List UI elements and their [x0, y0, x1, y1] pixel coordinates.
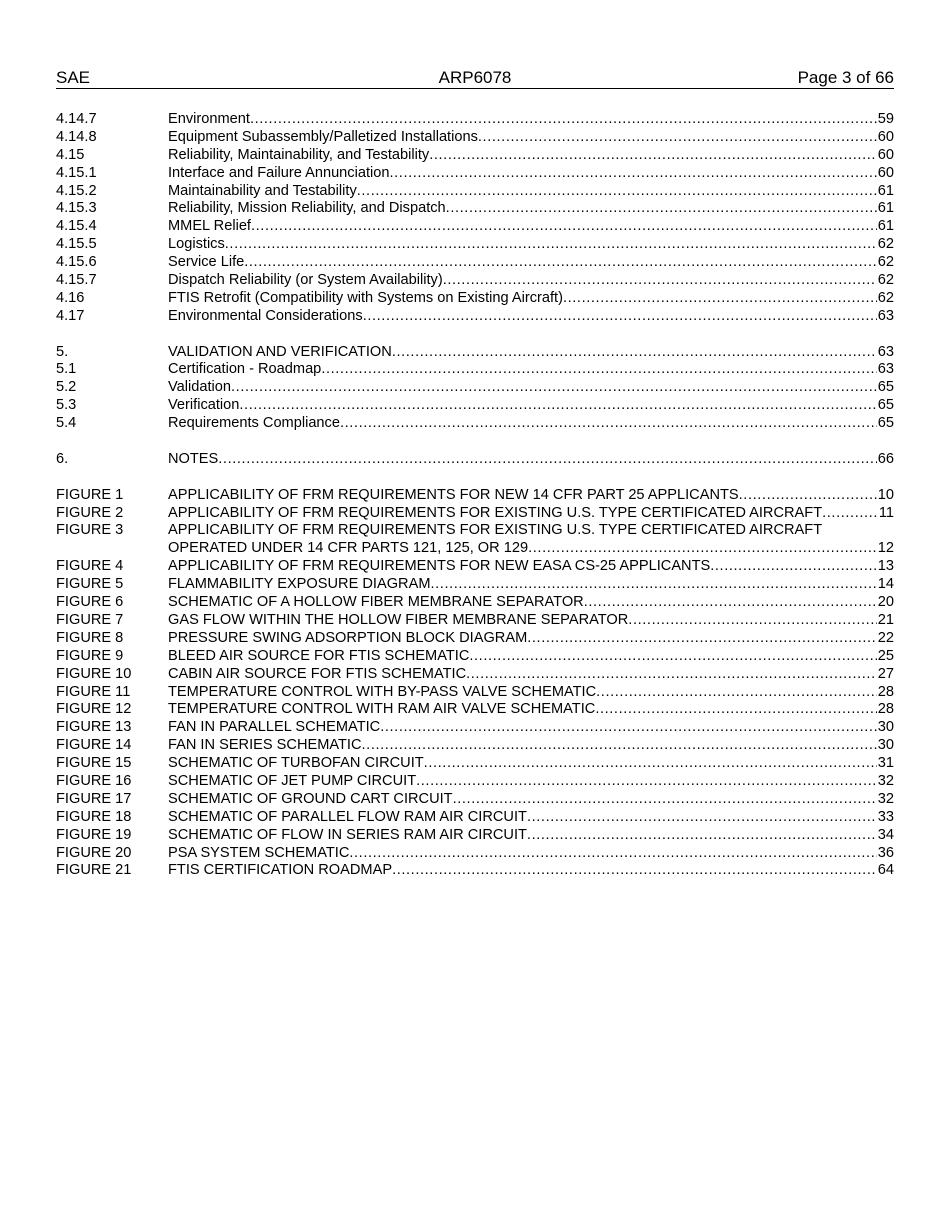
entry-page-number: 31	[877, 755, 894, 772]
dot-leader	[710, 558, 877, 576]
entry-number: 4.15.7	[56, 272, 97, 289]
figure-entry	[56, 755, 894, 773]
figure-entry	[56, 612, 894, 630]
entry-title: SCHEMATIC OF TURBOFAN CIRCUIT	[168, 755, 424, 772]
entry-page-number: 20	[877, 594, 894, 611]
entry-title: SCHEMATIC OF PARALLEL FLOW RAM AIR CIRCUIT	[168, 808, 527, 825]
entry-page-number: 34	[877, 826, 894, 843]
entry-number: 4.15.4	[56, 218, 97, 235]
entry-page-number: 61	[877, 182, 894, 199]
entry-line	[168, 451, 894, 469]
entry-page-number: 11	[878, 504, 894, 521]
dot-leader	[596, 684, 877, 702]
dot-leader	[362, 737, 877, 755]
entry-page-number: 60	[877, 164, 894, 181]
entry-title: FAN IN PARALLEL SCHEMATIC	[168, 719, 381, 736]
entry-line	[168, 361, 894, 379]
figure-entry	[56, 791, 894, 809]
entry-line	[168, 183, 894, 201]
entry-page-number: 63	[877, 361, 894, 378]
entry-number: FIGURE 3	[56, 522, 124, 539]
entry-title: TEMPERATURE CONTROL WITH BY-PASS VALVE SCHEMATIC	[168, 683, 597, 700]
entry-page-number: 27	[877, 665, 894, 682]
entry-number: FIGURE 17	[56, 790, 132, 807]
toc-entry	[56, 379, 894, 397]
entry-title: APPLICABILITY OF FRM REQUIREMENTS FOR EXISTING U.S. TYPE CERTIFICATED AIRCRAFT	[168, 504, 823, 521]
dot-leader	[363, 308, 877, 326]
entry-number: FIGURE 12	[56, 701, 132, 718]
toc-entry	[56, 183, 894, 201]
dot-leader	[239, 397, 876, 415]
entry-number: FIGURE 9	[56, 647, 124, 664]
entry-title: Equipment Subassembly/Palletized Installations	[168, 128, 478, 145]
entry-title: APPLICABILITY OF FRM REQUIREMENTS FOR NEW 14 CFR PART 25 APPLICANTS	[168, 486, 739, 503]
entry-number: FIGURE 18	[56, 808, 132, 825]
dot-leader	[231, 379, 877, 397]
entry-line	[168, 397, 894, 415]
dot-leader	[443, 272, 877, 290]
toc-entry	[56, 272, 894, 290]
entry-number: FIGURE 11	[56, 683, 131, 700]
entry-number: FIGURE 20	[56, 844, 132, 861]
dot-leader	[527, 630, 877, 648]
entry-number: FIGURE 2	[56, 504, 124, 521]
dot-leader	[429, 147, 877, 165]
entry-line	[168, 165, 894, 183]
figure-entry	[56, 684, 894, 702]
entry-line	[168, 272, 894, 290]
entry-title: SCHEMATIC OF FLOW IN SERIES RAM AIR CIRCUIT	[168, 826, 527, 843]
entry-number: 5.1	[56, 361, 77, 378]
entry-line	[168, 594, 894, 612]
toc-entry	[56, 111, 894, 129]
figure-entry	[56, 630, 894, 648]
dot-leader	[225, 236, 877, 254]
entry-title: Reliability, Maintainability, and Testability	[168, 146, 430, 163]
entry-page-number: 36	[877, 844, 894, 861]
dot-leader	[251, 218, 877, 236]
figure-entry	[56, 666, 894, 684]
dot-leader	[416, 773, 877, 791]
entry-title: APPLICABILITY OF FRM REQUIREMENTS FOR NEW EASA CS-25 APPLICANTS	[168, 558, 711, 575]
figure-entry	[56, 809, 894, 827]
entry-line	[168, 344, 894, 362]
entry-line	[168, 200, 894, 218]
entry-page-number: 13	[877, 558, 894, 575]
entry-title: Maintainability and Testability	[168, 182, 357, 199]
entry-page-number: 14	[877, 576, 894, 593]
entry-title: BLEED AIR SOURCE FOR FTIS SCHEMATIC	[168, 647, 470, 664]
entry-number: 4.15.1	[56, 164, 97, 181]
toc-entry	[56, 254, 894, 272]
toc-entry	[56, 200, 894, 218]
entry-title: PRESSURE SWING ADSORPTION BLOCK DIAGRAM	[168, 629, 528, 646]
entry-line	[168, 576, 894, 594]
entry-title: SCHEMATIC OF A HOLLOW FIBER MEMBRANE SEPARATOR	[168, 594, 584, 611]
entry-title: TEMPERATURE CONTROL WITH RAM AIR VALVE SCHEMATIC	[168, 701, 596, 718]
entry-line	[168, 540, 894, 558]
toc-entry	[56, 147, 894, 165]
entry-line	[168, 666, 894, 684]
dot-leader	[392, 344, 877, 362]
toc-entry	[56, 129, 894, 147]
entry-number: 4.14.7	[56, 111, 97, 127]
entry-number: FIGURE 10	[56, 665, 132, 682]
entry-number: FIGURE 13	[56, 719, 132, 736]
entry-page-number: 59	[877, 111, 894, 127]
entry-line	[168, 111, 894, 129]
dot-leader	[469, 648, 876, 666]
entry-line	[168, 147, 894, 165]
entry-page-number: 61	[877, 200, 894, 217]
dot-leader	[218, 451, 876, 469]
entry-page-number: 62	[877, 289, 894, 306]
entry-page-number: 65	[877, 379, 894, 396]
entry-title: Interface and Failure Annunciation	[168, 164, 390, 181]
entry-number: 4.14.8	[56, 128, 97, 145]
entry-line	[168, 612, 894, 630]
entry-line	[168, 487, 894, 505]
figure-entry	[56, 505, 894, 523]
entry-page-number: 64	[877, 862, 894, 879]
entry-line	[168, 630, 894, 648]
figure-entry	[56, 648, 894, 666]
entry-title: Environmental Considerations	[168, 307, 363, 324]
entry-number: FIGURE 1	[56, 486, 124, 503]
entry-line	[168, 862, 894, 880]
entry-line	[168, 129, 894, 147]
entry-page-number: 60	[877, 128, 894, 145]
entry-page-number: 65	[877, 415, 894, 432]
toc-entry	[56, 451, 894, 469]
dot-leader	[349, 845, 876, 863]
entry-title: FTIS CERTIFICATION ROADMAP	[168, 862, 393, 879]
entry-page-number: 28	[877, 701, 894, 718]
entry-line	[168, 701, 894, 719]
entry-line	[168, 236, 894, 254]
entry-line	[168, 505, 894, 523]
entry-number: FIGURE 21	[56, 862, 132, 879]
dot-leader	[380, 719, 877, 737]
toc-entry	[56, 290, 894, 308]
figure-entry	[56, 719, 894, 737]
figure-entry	[56, 862, 894, 880]
entry-number: FIGURE 19	[56, 826, 132, 843]
dot-leader	[528, 540, 877, 558]
entry-title: MMEL Relief	[168, 218, 251, 235]
toc-entry	[56, 415, 894, 433]
entry-page-number: 21	[877, 611, 894, 628]
dot-leader	[392, 862, 877, 880]
entry-number: 4.15.5	[56, 236, 97, 253]
dot-leader	[424, 755, 877, 773]
entry-page-number: 65	[877, 397, 894, 414]
figure-entry	[56, 845, 894, 863]
entry-line	[168, 845, 894, 863]
entry-number: 4.16	[56, 289, 85, 306]
entry-line	[168, 827, 894, 845]
entry-line	[168, 254, 894, 272]
entry-title: PSA SYSTEM SCHEMATIC	[168, 844, 350, 861]
entry-page-number: 62	[877, 272, 894, 289]
entry-page-number: 63	[877, 343, 894, 360]
toc-entry	[56, 308, 894, 326]
entry-page-number: 62	[877, 254, 894, 271]
toc-entry	[56, 165, 894, 183]
entry-title: FTIS Retrofit (Compatibility with Systems on Existing Aircraft)	[168, 289, 563, 306]
entry-title: Logistics	[168, 236, 225, 253]
entry-title: OPERATED UNDER 14 CFR PARTS 121, 125, OR 129	[168, 540, 529, 557]
entry-page-number: 62	[877, 236, 894, 253]
dot-leader	[244, 254, 877, 272]
entry-line	[168, 737, 894, 755]
figure-entry	[56, 701, 894, 719]
entry-page-number: 22	[877, 629, 894, 646]
entry-title: SCHEMATIC OF GROUND CART CIRCUIT	[168, 790, 453, 807]
dot-leader	[250, 111, 877, 129]
toc-entry	[56, 344, 894, 362]
dot-leader	[321, 361, 876, 379]
entry-page-number: 63	[877, 307, 894, 324]
entry-page-number: 12	[877, 540, 894, 557]
entry-line	[168, 791, 894, 809]
entry-line	[168, 684, 894, 702]
entry-title: VALIDATION AND VERIFICATION	[168, 343, 392, 360]
entry-title: Environment	[168, 111, 250, 127]
dot-leader	[478, 129, 877, 147]
entry-line	[168, 290, 894, 308]
dot-leader	[390, 165, 877, 183]
header-doc-number: ARP6078	[438, 68, 512, 87]
entry-title: Reliability, Mission Reliability, and Dispatch	[168, 200, 446, 217]
entry-line	[168, 648, 894, 666]
entry-line	[168, 415, 894, 433]
dot-leader	[446, 200, 877, 218]
dot-leader	[739, 487, 877, 505]
toc-entry	[56, 361, 894, 379]
entry-title: GAS FLOW WITHIN THE HOLLOW FIBER MEMBRANE SEPARATOR	[168, 611, 629, 628]
entry-number: FIGURE 4	[56, 558, 124, 575]
entry-number: FIGURE 7	[56, 611, 124, 628]
entry-line	[168, 719, 894, 737]
dot-leader	[584, 594, 877, 612]
entry-number: FIGURE 15	[56, 755, 132, 772]
dot-leader	[466, 666, 877, 684]
entry-page-number: 30	[877, 719, 894, 736]
entry-title: Dispatch Reliability (or System Availability)	[168, 272, 443, 289]
entry-page-number: 30	[877, 737, 894, 754]
entry-page-number: 32	[877, 790, 894, 807]
entry-number: 4.15.6	[56, 254, 97, 271]
toc-entry	[56, 218, 894, 236]
entry-number: 6.	[56, 450, 69, 467]
entry-title: Verification	[168, 397, 240, 414]
entry-number: 4.17	[56, 307, 85, 324]
entry-page-number: 33	[877, 808, 894, 825]
dot-leader	[430, 576, 876, 594]
header-org: SAE	[56, 68, 91, 87]
dot-leader	[340, 415, 877, 433]
dot-leader	[822, 505, 878, 523]
entry-title: FLAMMABILITY EXPOSURE DIAGRAM	[168, 576, 431, 593]
entry-number: FIGURE 14	[56, 737, 132, 754]
entry-page-number: 66	[877, 450, 894, 467]
figure-entry	[56, 576, 894, 594]
figure-entry	[56, 558, 894, 576]
entry-number: 5.3	[56, 397, 77, 414]
entry-number: FIGURE 5	[56, 576, 124, 593]
entry-line	[168, 308, 894, 326]
toc-entry	[56, 236, 894, 254]
entry-number: 4.15.3	[56, 200, 97, 217]
entry-page-number: 25	[877, 647, 894, 664]
entry-line	[168, 809, 894, 827]
entry-number: FIGURE 16	[56, 772, 132, 789]
dot-leader	[527, 809, 877, 827]
entry-page-number: 61	[877, 218, 894, 235]
entry-page-number: 28	[877, 683, 894, 700]
figure-entry	[56, 773, 894, 791]
entry-title: FAN IN SERIES SCHEMATIC	[168, 737, 362, 754]
entry-page-number: 32	[877, 772, 894, 789]
entry-title: CABIN AIR SOURCE FOR FTIS SCHEMATIC	[168, 665, 467, 682]
entry-number: 5.4	[56, 415, 77, 432]
figure-entry	[56, 827, 894, 845]
dot-leader	[527, 827, 877, 845]
entry-title: SCHEMATIC OF JET PUMP CIRCUIT	[168, 772, 417, 789]
figure-entry	[56, 522, 894, 540]
figure-entry	[56, 737, 894, 755]
entry-page-number: 60	[877, 146, 894, 163]
entry-line	[168, 379, 894, 397]
figure-entry-continuation	[56, 540, 894, 558]
entry-number: 4.15	[56, 146, 85, 163]
entry-number: FIGURE 8	[56, 629, 124, 646]
page-header	[56, 68, 894, 89]
dot-leader	[628, 612, 876, 630]
header-page-number: Page 3 of 66	[797, 68, 894, 87]
entry-number: 5.	[56, 343, 69, 360]
entry-title: Requirements Compliance	[168, 415, 340, 432]
toc-entry	[56, 397, 894, 415]
entry-number: 5.2	[56, 379, 77, 396]
dot-leader	[453, 791, 877, 809]
dot-leader	[563, 290, 877, 308]
entry-title: Certification - Roadmap	[168, 361, 322, 378]
entry-number: FIGURE 6	[56, 594, 124, 611]
entry-number: 4.15.2	[56, 182, 97, 199]
figure-entry	[56, 594, 894, 612]
entry-title: Validation	[168, 379, 232, 396]
entry-page-number: 10	[877, 486, 894, 503]
dot-leader	[595, 701, 876, 719]
entry-title: Service Life	[168, 254, 245, 271]
entry-line	[168, 558, 894, 576]
entry-title: NOTES	[168, 450, 219, 467]
dot-leader	[357, 183, 877, 201]
entry-line	[168, 755, 894, 773]
entry-title: APPLICABILITY OF FRM REQUIREMENTS FOR EXISTING U.S. TYPE CERTIFICATED AIRCRAFT	[168, 522, 823, 539]
entry-line	[168, 218, 894, 236]
figure-entry	[56, 487, 894, 505]
entry-line	[168, 773, 894, 791]
table-of-contents	[56, 111, 894, 880]
